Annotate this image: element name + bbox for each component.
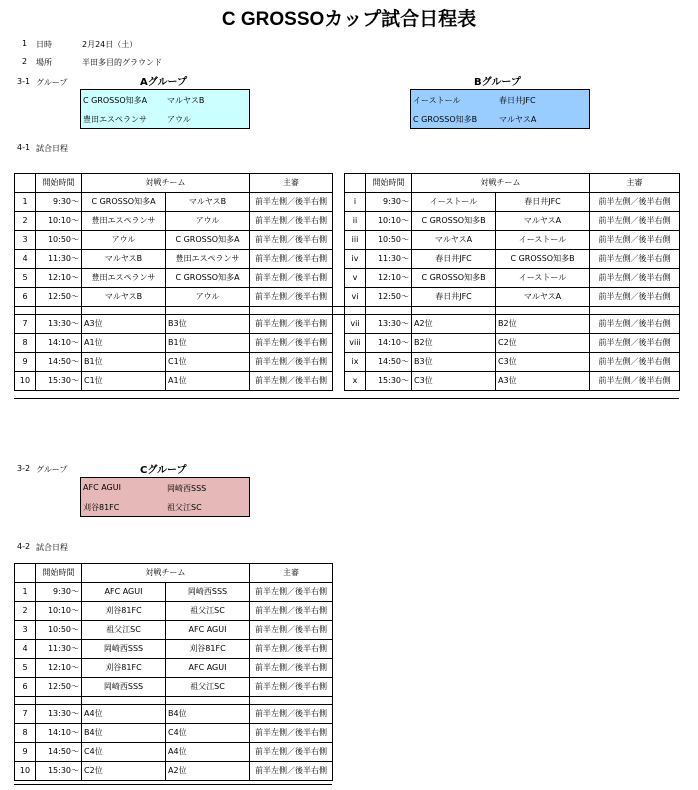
group-a-team: C GROSSO知多A [83, 96, 148, 105]
match-away-team: A4位 [166, 743, 250, 762]
spacer-cell [166, 307, 250, 315]
match-home-team: AFC AGUI [82, 583, 166, 602]
column-gap [333, 231, 345, 250]
match-number: 1 [15, 193, 36, 212]
match-time: 10:10～ [36, 212, 82, 231]
column-gap [333, 193, 345, 212]
match-time: 13:30～ [366, 315, 412, 334]
group-c-team: AFC AGUI [83, 483, 121, 492]
table-row [15, 743, 333, 762]
match-away-team: アウル [166, 288, 250, 307]
match-referee: 前半左側／後半右側 [590, 372, 680, 391]
match-time: 11:30～ [366, 250, 412, 269]
match-away-team: AFC AGUI [166, 659, 250, 678]
match-number: vii [345, 315, 366, 334]
section-label: グループ [36, 465, 68, 474]
match-away-team: C GROSSO知多A [166, 269, 250, 288]
table-row [15, 250, 680, 269]
group-c-team: 岡崎西SSS [167, 484, 207, 493]
table-row [15, 231, 680, 250]
section-number: 4-1 [17, 143, 31, 152]
group-b-team: イーストール [413, 96, 461, 105]
spacer-cell [166, 697, 250, 705]
match-referee: 前半左側／後半右側 [250, 743, 333, 762]
match-time: 10:50～ [36, 621, 82, 640]
match-referee: 前半左側／後半右側 [250, 602, 333, 621]
header-teams: 対戦チーム [82, 174, 250, 193]
match-referee: 前半左側／後半右側 [250, 372, 333, 391]
match-referee: 前半左側／後半右側 [250, 705, 333, 724]
spacer-cell [250, 307, 333, 315]
match-number: vi [345, 288, 366, 307]
header-number [15, 564, 36, 583]
match-time: 13:30～ [36, 705, 82, 724]
spacer-cell [345, 307, 366, 315]
column-gap [333, 372, 345, 391]
match-number: 1 [15, 583, 36, 602]
match-time: 12:10～ [366, 269, 412, 288]
spacer-row [15, 697, 333, 705]
spacer-cell [36, 697, 82, 705]
spacer-cell [250, 697, 333, 705]
header-referee: 主審 [590, 174, 680, 193]
table-row [15, 193, 680, 212]
match-number: 2 [15, 602, 36, 621]
group-a-team: 豊田エスペランサ [83, 115, 147, 124]
match-home-team: C1位 [82, 372, 166, 391]
match-referee: 前半左側／後半右側 [250, 659, 333, 678]
match-time: 9:30～ [36, 193, 82, 212]
group-b-team: 春日井JFC [499, 96, 536, 105]
match-home-team: A1位 [82, 334, 166, 353]
section-number: 4-2 [17, 542, 31, 551]
match-referee: 前半左側／後半右側 [250, 724, 333, 743]
match-away-team: 豊田エスペランサ [166, 250, 250, 269]
match-referee: 前半左側／後半右側 [590, 353, 680, 372]
match-time: 10:10～ [36, 602, 82, 621]
table-row [15, 640, 333, 659]
match-referee: 前半左側／後半右側 [250, 678, 333, 697]
table-row [15, 334, 680, 353]
match-home-team: A2位 [412, 315, 496, 334]
match-number: 5 [15, 269, 36, 288]
group-c-box [80, 477, 250, 517]
match-home-team: B3位 [412, 353, 496, 372]
match-home-team: 豊田エスペランサ [82, 269, 166, 288]
match-away-team: B3位 [166, 315, 250, 334]
group-c-title: Cグループ [140, 465, 187, 476]
match-away-team: B4位 [166, 705, 250, 724]
column-gap [333, 315, 345, 334]
spacer-cell [82, 697, 166, 705]
match-number: 3 [15, 231, 36, 250]
header-teams: 対戦チーム [412, 174, 590, 193]
match-away-team: アウル [166, 212, 250, 231]
header-number [345, 174, 366, 193]
match-referee: 前半左側／後半右側 [590, 193, 680, 212]
match-number: 4 [15, 250, 36, 269]
table-row [15, 678, 333, 697]
match-time: 14:10～ [36, 334, 82, 353]
group-c-team: 刈谷81FC [83, 503, 120, 512]
match-number: 3 [15, 621, 36, 640]
match-referee: 前半左側／後半右側 [590, 269, 680, 288]
match-number: 6 [15, 288, 36, 307]
spacer-cell [15, 697, 36, 705]
column-gap [333, 174, 345, 193]
match-time: 15:30～ [36, 762, 82, 781]
match-time: 15:30～ [36, 372, 82, 391]
table-row [15, 212, 680, 231]
match-home-team: C GROSSO知多B [412, 212, 496, 231]
match-referee: 前半左側／後半右側 [250, 250, 333, 269]
match-referee: 前半左側／後半右側 [590, 334, 680, 353]
match-away-team: マルヤスB [166, 193, 250, 212]
match-away-team: A2位 [166, 762, 250, 781]
match-home-team: C3位 [412, 372, 496, 391]
match-away-team: B1位 [166, 334, 250, 353]
info-label-venue: 場所 [36, 58, 52, 67]
page-title: C GROSSOカップ試合日程表 [221, 9, 477, 30]
group-b-box [410, 89, 590, 129]
match-referee: 前半左側／後半右側 [250, 621, 333, 640]
match-number: 8 [15, 334, 36, 353]
match-away-team: 刈谷81FC [166, 640, 250, 659]
header-start-time: 開始時間 [366, 174, 412, 193]
match-time: 10:50～ [366, 231, 412, 250]
spacer-cell [412, 307, 496, 315]
match-referee: 前半左側／後半右側 [250, 334, 333, 353]
match-home-team: B4位 [82, 724, 166, 743]
match-home-team: B1位 [82, 353, 166, 372]
match-away-team: イーストール [496, 269, 590, 288]
match-referee: 前半左側／後半右側 [590, 212, 680, 231]
match-home-team: A4位 [82, 705, 166, 724]
match-number: iii [345, 231, 366, 250]
match-number: 7 [15, 705, 36, 724]
match-away-team: A3位 [496, 372, 590, 391]
match-away-team: AFC AGUI [166, 621, 250, 640]
table-row [15, 269, 680, 288]
match-number: ii [345, 212, 366, 231]
table-row [15, 315, 680, 334]
column-gap [333, 353, 345, 372]
spacer-cell [82, 307, 166, 315]
info-value-date: 2月24日（土） [82, 40, 138, 49]
match-referee: 前半左側／後半右側 [250, 640, 333, 659]
group-b-title: Bグループ [474, 77, 521, 88]
match-away-team: C GROSSO知多B [496, 250, 590, 269]
match-referee: 前半左側／後半右側 [250, 315, 333, 334]
match-number: 10 [15, 372, 36, 391]
match-away-team: A1位 [166, 372, 250, 391]
table-row [15, 602, 333, 621]
match-home-team: マルヤスB [82, 288, 166, 307]
section-number: 3-1 [17, 77, 31, 86]
match-home-team: B2位 [412, 334, 496, 353]
match-away-team: C2位 [496, 334, 590, 353]
spacer-cell [366, 307, 412, 315]
spacer-cell [496, 307, 590, 315]
match-time: 10:50～ [36, 231, 82, 250]
match-home-team: C GROSSO知多A [82, 193, 166, 212]
match-away-team: 祖父江SC [166, 602, 250, 621]
schedule-table-ab [14, 173, 680, 391]
match-time: 12:10～ [36, 659, 82, 678]
match-home-team: 祖父江SC [82, 621, 166, 640]
section-label: グループ [36, 78, 68, 87]
table-row [15, 353, 680, 372]
match-time: 14:10～ [366, 334, 412, 353]
match-home-team: アウル [82, 231, 166, 250]
group-a-box [80, 89, 250, 129]
spacer-cell [590, 307, 680, 315]
match-time: 12:50～ [36, 288, 82, 307]
match-away-team: B2位 [496, 315, 590, 334]
spacer-cell [36, 307, 82, 315]
match-number: x [345, 372, 366, 391]
match-time: 9:30～ [36, 583, 82, 602]
section-label: 試合日程 [36, 543, 68, 552]
group-c-team: 祖父江SC [167, 503, 202, 512]
match-home-team: 刈谷81FC [82, 659, 166, 678]
match-referee: 前半左側／後半右側 [250, 583, 333, 602]
match-number: 4 [15, 640, 36, 659]
column-gap [333, 334, 345, 353]
match-home-team: C4位 [82, 743, 166, 762]
match-referee: 前半左側／後半右側 [250, 193, 333, 212]
match-time: 10:10～ [366, 212, 412, 231]
match-number: 10 [15, 762, 36, 781]
table-row [15, 659, 333, 678]
spacer-row [15, 307, 680, 315]
match-number: 9 [15, 743, 36, 762]
match-time: 14:50～ [366, 353, 412, 372]
match-home-team: 岡崎西SSS [82, 678, 166, 697]
column-gap [333, 269, 345, 288]
match-time: 12:50～ [36, 678, 82, 697]
match-referee: 前半左側／後半右側 [250, 269, 333, 288]
match-number: iv [345, 250, 366, 269]
match-away-team: マルヤスA [496, 288, 590, 307]
match-home-team: マルヤスB [82, 250, 166, 269]
header-start-time: 開始時間 [36, 174, 82, 193]
match-time: 13:30～ [36, 315, 82, 334]
match-time: 12:10～ [36, 269, 82, 288]
match-time: 14:50～ [36, 353, 82, 372]
match-referee: 前半左側／後半右側 [250, 288, 333, 307]
table-row [15, 288, 680, 307]
header-start-time: 開始時間 [36, 564, 82, 583]
info-label-date: 日時 [36, 40, 52, 49]
match-home-team: 春日井JFC [412, 288, 496, 307]
match-referee: 前半左側／後半右側 [250, 231, 333, 250]
match-away-team: 春日井JFC [496, 193, 590, 212]
match-time: 11:30～ [36, 250, 82, 269]
group-b-team: マルヤスA [499, 115, 537, 124]
match-away-team: C4位 [166, 724, 250, 743]
match-number: 7 [15, 315, 36, 334]
match-home-team: C GROSSO知多B [412, 269, 496, 288]
match-referee: 前半左側／後半右側 [250, 762, 333, 781]
group-a-team: アウル [167, 115, 191, 124]
match-away-team: C3位 [496, 353, 590, 372]
table-row [15, 705, 333, 724]
match-time: 14:50～ [36, 743, 82, 762]
table-row [15, 372, 680, 391]
match-time: 9:30～ [366, 193, 412, 212]
header-number [15, 174, 36, 193]
info-value-venue: 半田多目的グラウンド [82, 58, 162, 67]
match-referee: 前半左側／後半右側 [590, 231, 680, 250]
header-referee: 主審 [250, 564, 333, 583]
match-time: 11:30～ [36, 640, 82, 659]
match-home-team: A3位 [82, 315, 166, 334]
match-home-team: イーストール [412, 193, 496, 212]
match-time: 12:50～ [366, 288, 412, 307]
table-header-row [15, 564, 333, 583]
match-home-team: C2位 [82, 762, 166, 781]
match-away-team: 祖父江SC [166, 678, 250, 697]
table-header-row [15, 174, 680, 193]
match-home-team: マルヤスA [412, 231, 496, 250]
group-a-title: Aグループ [140, 77, 187, 88]
match-referee: 前半左側／後半右側 [250, 353, 333, 372]
spacer-cell [333, 307, 345, 315]
match-number: 9 [15, 353, 36, 372]
group-b-team: C GROSSO知多B [413, 115, 478, 124]
match-time: 14:10～ [36, 724, 82, 743]
match-number: 8 [15, 724, 36, 743]
match-number: i [345, 193, 366, 212]
match-number: v [345, 269, 366, 288]
header-teams: 対戦チーム [82, 564, 250, 583]
group-a-team: マルヤスB [167, 96, 205, 105]
section-label: 試合日程 [36, 144, 68, 153]
match-referee: 前半左側／後半右側 [590, 250, 680, 269]
table-row [15, 621, 333, 640]
match-number: 5 [15, 659, 36, 678]
match-number: viii [345, 334, 366, 353]
column-gap [333, 288, 345, 307]
match-number: 6 [15, 678, 36, 697]
match-home-team: 豊田エスペランサ [82, 212, 166, 231]
table-row [15, 762, 333, 781]
match-away-team: マルヤスA [496, 212, 590, 231]
match-number: ix [345, 353, 366, 372]
info-number: 1 [22, 39, 28, 48]
section-number: 3-2 [17, 464, 31, 473]
match-referee: 前半左側／後半右側 [590, 288, 680, 307]
info-number: 2 [22, 57, 28, 66]
match-away-team: C GROSSO知多A [166, 231, 250, 250]
match-away-team: C1位 [166, 353, 250, 372]
column-gap [333, 212, 345, 231]
table-row [15, 724, 333, 743]
column-gap [333, 250, 345, 269]
match-referee: 前半左側／後半右側 [590, 315, 680, 334]
schedule-table-c [14, 563, 333, 781]
match-referee: 前半左側／後半右側 [250, 212, 333, 231]
match-number: 2 [15, 212, 36, 231]
header-referee: 主審 [250, 174, 333, 193]
match-home-team: 岡崎西SSS [82, 640, 166, 659]
match-home-team: 刈谷81FC [82, 602, 166, 621]
spacer-cell [15, 307, 36, 315]
match-away-team: イーストール [496, 231, 590, 250]
match-time: 15:30～ [366, 372, 412, 391]
match-home-team: 春日井JFC [412, 250, 496, 269]
table-row [15, 583, 333, 602]
match-away-team: 岡崎西SSS [166, 583, 250, 602]
